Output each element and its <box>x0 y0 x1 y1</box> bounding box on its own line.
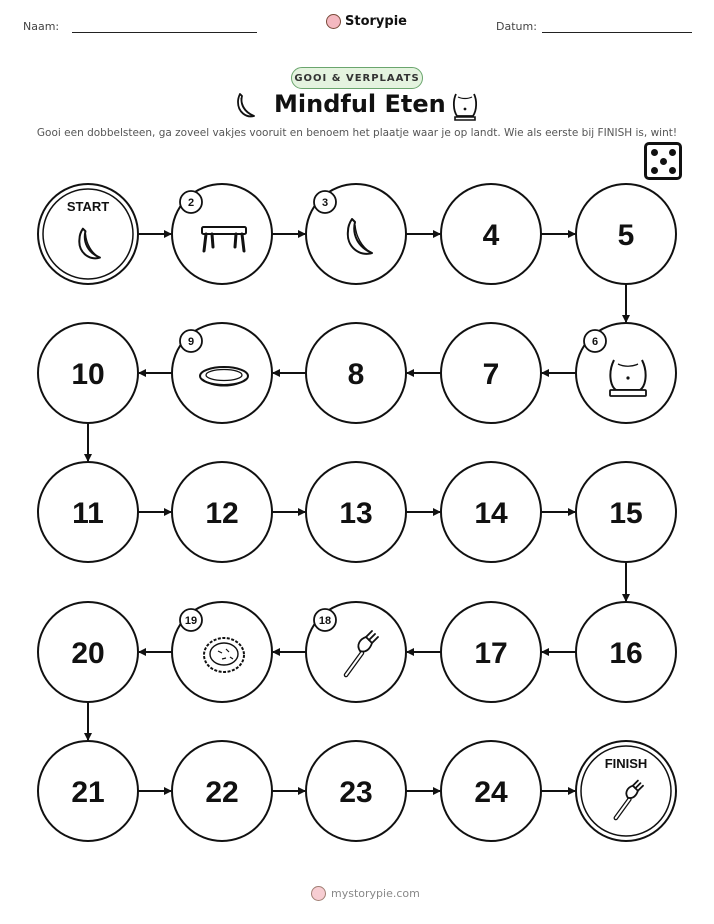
board-space <box>38 741 138 841</box>
space-number: 23 <box>339 776 373 809</box>
board-space <box>441 462 541 562</box>
space-number: 21 <box>71 776 105 809</box>
space-number: 24 <box>474 776 508 809</box>
name-label: Naam: <box>23 20 60 33</box>
space-number-badge <box>180 191 202 213</box>
space-number: 16 <box>609 637 643 670</box>
belly-icon <box>610 360 646 396</box>
board-space <box>576 462 676 562</box>
space-number: 4 <box>482 219 500 252</box>
svg-text:19: 19 <box>184 615 198 627</box>
storypie-logo-icon <box>311 886 326 901</box>
brand-name: Storypie <box>345 14 407 29</box>
pie-icon <box>204 638 244 672</box>
space-number: 20 <box>71 637 105 670</box>
board-space <box>172 602 272 702</box>
space-number: 13 <box>339 497 373 530</box>
board-space <box>441 602 541 702</box>
space-label: FINISH <box>604 756 648 771</box>
svg-text:3: 3 <box>321 197 329 209</box>
space-number-badge <box>314 191 336 213</box>
svg-text:18: 18 <box>318 615 332 627</box>
activity-badge: GOOI & VERPLAATS <box>291 67 423 89</box>
board-space <box>38 323 138 423</box>
board-space <box>306 462 406 562</box>
bowl-icon <box>200 367 248 386</box>
board-space <box>441 184 541 284</box>
board-space <box>38 462 138 562</box>
space-number: 8 <box>347 358 365 391</box>
space-number: 15 <box>609 497 643 530</box>
space-number: 17 <box>474 637 508 670</box>
board-space <box>172 741 272 841</box>
date-label: Datum: <box>496 20 537 33</box>
dice-icon <box>644 142 682 180</box>
board-space <box>306 184 406 284</box>
start-space <box>38 184 138 284</box>
board-space <box>172 184 272 284</box>
board-space <box>172 323 272 423</box>
board-space <box>441 741 541 841</box>
space-number-badge <box>180 330 202 352</box>
space-number-badge <box>584 330 606 352</box>
board-space <box>576 602 676 702</box>
space-label: START <box>66 199 110 214</box>
space-number: 7 <box>482 358 500 391</box>
svg-text:9: 9 <box>187 336 195 348</box>
board-space <box>306 323 406 423</box>
svg-text:6: 6 <box>591 336 599 348</box>
board-space <box>576 323 676 423</box>
space-number: 12 <box>205 497 239 530</box>
finish-space <box>576 741 676 841</box>
board-space <box>306 741 406 841</box>
board-space <box>172 462 272 562</box>
space-number: 5 <box>617 219 635 252</box>
space-number-badge <box>314 609 336 631</box>
space-number-badge <box>180 609 202 631</box>
board-space <box>38 602 138 702</box>
space-number: 14 <box>474 497 508 530</box>
space-number: 22 <box>205 776 239 809</box>
board-space <box>441 323 541 423</box>
board-space <box>576 184 676 284</box>
space-number: 11 <box>72 497 104 530</box>
instructions: Gooi een dobbelsteen, ga zoveel vakjes vooruit en benoem het plaatje waar je op landt. Wie als eerste bij FINISH is, wint! <box>36 127 678 139</box>
svg-text:2: 2 <box>187 197 195 209</box>
footer-url[interactable]: mystorypie.com <box>331 887 420 900</box>
page-title: Mindful Eten <box>274 90 446 118</box>
board-space <box>306 602 406 702</box>
space-number: 10 <box>71 358 105 391</box>
footer <box>311 886 420 901</box>
